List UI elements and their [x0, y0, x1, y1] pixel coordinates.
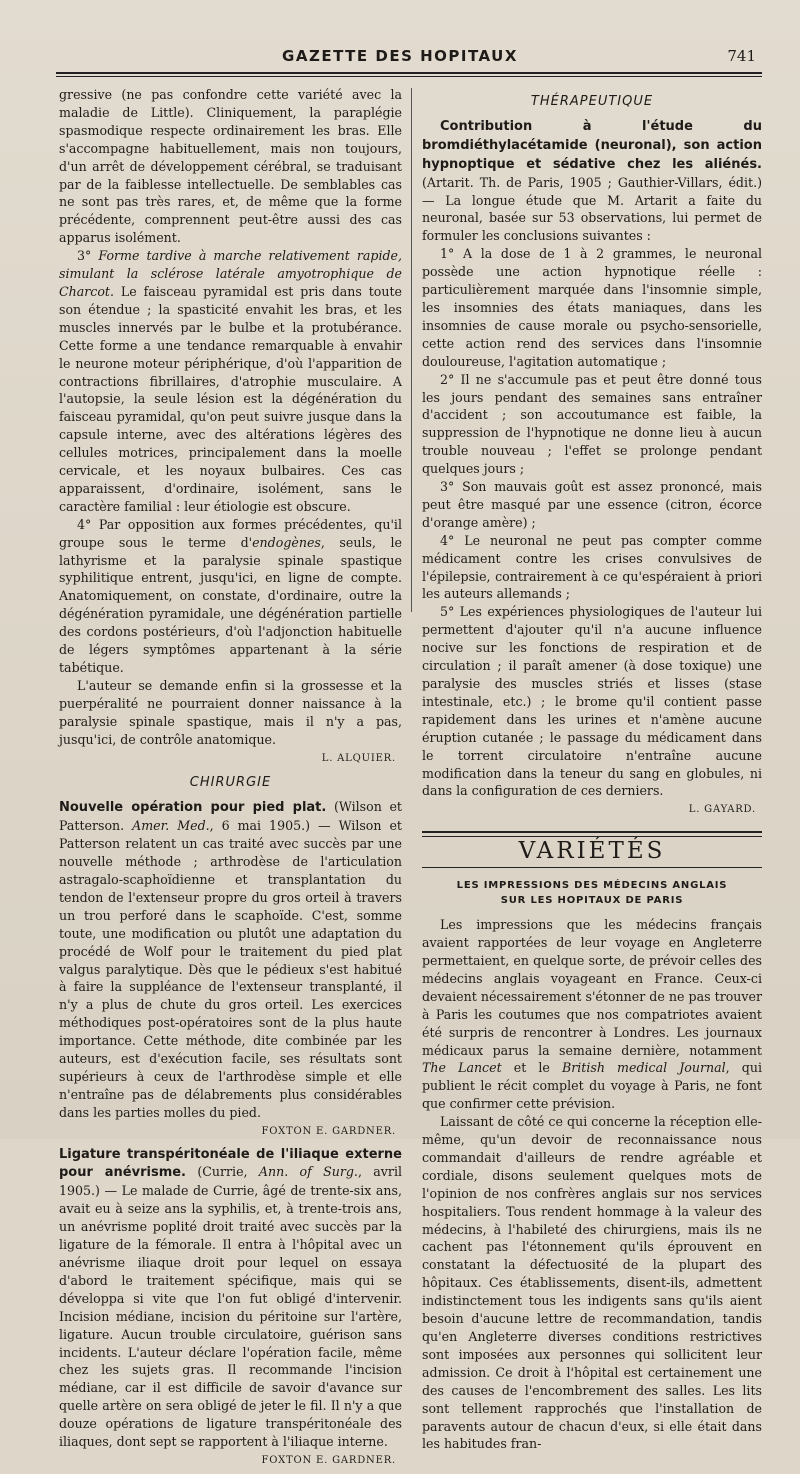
left-column: [59, 86, 402, 1474]
signature: L. GAYARD.: [688, 804, 756, 816]
conclusion-item: 5° Les expériences physiologiques de l'auteur lui permettent d'ajouter qu'il n'a aucune influence nocive sur les fonctions de respiration et de circulation ; il paraît amener (à dose toxique) une paralysie des muscles striés et lisses (stase intestinale, etc.) ; le brome qu'il contient passe rapidement dans les urines et n'amène aucune éruption cutanée ; le passage du médicament dans le torrent circulatoire n'entraîne aucune modification dans la teneur du sang en globules, ni dans la configuration de ces derniers.: [422, 604, 762, 799]
signature: FOXTON E. GARDNER.: [261, 1454, 396, 1466]
conclusion-item: 1° A la dose de 1 à 2 grammes, le neuronal possède une action hypnotique réelle : particulièrement marquée dans l'insomnie simple, les insomnies des états maniaques, dans les insomnies de cause morale ou psycho-sensorielle, cette action rend des services dans l'insomnie douloureuse, l'agitation automatique ;: [422, 246, 762, 369]
paragraph-varietes-2: Laissant de côté ce qui concerne la réception elle-même, qu'un devoir de reconnaissance nous commandait d'ailleurs de rendre agréable et cordiale, disons seulement quelques mots de l'opinion de nos confrères anglais sur nos services hospitaliers. Tous rendent hommage à la valeur des médecins, à l'habileté des chirurgiens, mais ils ne cachent pas l'étonnement qu'ils éprouvent en constatant la défectuosité de la plupart des hôpitaux. Ces établissements, disent-ils, admettent indistinctement tous les indigents sans qu'ils aient besoin d'aucune lettre de recommandation, tandis qu'en Angleterre diverses conditions restrictives sont imposées aux personnes qui sollicitent leur admission. Ce droit à l'hôpital est certainement une des causes de l'encombrement des salles. Les lits sont tellement rapprochés que l'installation de paravents autour de chacun d'eux, si elle était dans les habitudes fran-: [422, 1114, 762, 1452]
column-divider: [411, 88, 412, 612]
header-rule: [56, 72, 762, 74]
article-pied-plat: Nouvelle opération pour pied plat. (Wilson et Patterson. Amer. Med., 6 mai 1905.) — Wilson et Patterson relatent un cas traité avec succès par une nouvelle méthode ; arthrodèse de l'articulation astragalo-scaphoïdienne et transplantation du tendon de l'extenseur propre du gros orteil à travers un trou perforé dans le scaphoïde. C'est, somme toute, une modification ou plutôt une adaptation du procédé de Wolf pour le traitement du pied plat valgus paralytique. Dès que le pédieux s'est habitué à faire la suppléance de l'extenseur transplanté, il n'y a plus de chute du gros orteil. Les exercices méthodiques post-opératoires sont de la plus haute importance. Cette méthode, dite combinée par les auteurs, est d'exécution facile, ses résultats sont supérieurs à ceux de l'arthrodèse simple et elle n'entraîne pas de délabrements plus considérables dans les parties molles du pied.: [59, 799, 402, 1120]
article-neuronal: Contribution à l'étude du bromdiéthylacétamide (neuronal), son action hypnoptique et sédative chez les aliénés. (Artarit. Th. de Paris, 1905 ; Gauthier-Villars, édit.) — La longue étude que M. Artarit a faite du neuronal, basée sur 53 observations, lui permet de formuler les conclusions suivantes :: [422, 118, 762, 244]
paragraph-varietes-1: Les impressions que les médecins français avaient rapportées de leur voyage en Angleterre permettaient, en quelque sorte, de prévoir celles des médecins anglais voyageant en France. Ceux-ci devaient nécessairement s'étonner de ne pas trouver à Paris les coutumes que nos compatriotes avaient été surpris de rencontrer à Londres. Les journaux médicaux parus la semaine dernière, notamment The Lancet et le British medical Journal, qui publient le récit complet du voyage à Paris, ne font que confirmer cette prévision.: [422, 917, 762, 1112]
paragraph-form-3: 3° Forme tardive à marche relativement rapide, simulant la sclérose latérale amyotrophique de Charcot. Le faisceau pyramidal est pris dans toute son étendue ; la spasticité envahit les bras, et les muscles innervés par le bulbe et la protubérance. Cette forme a une tendance remarquable à envahir le neurone moteur périphérique, d'où l'apparition de contractions fibrillaires, d'atrophie musculaire. A l'autopsie, la seule lésion est la dégénération du faisceau pyramidal, qu'on peut suivre jusque dans la capsule interne, avec des altérations légères des cellules motrices, principalement dans la moelle cervicale, et les noyaux bulbaires. Ces cas apparaissent, d'ordinaire, isolément, sans le caractère familial : leur étiologie est obscure.: [59, 248, 402, 514]
section-heading-chirurgie: CHIRURGIE: [189, 775, 272, 791]
paragraph-continued: gressive (ne pas confondre cette variété avec la maladie de Little). Cliniquement, la paraplégie spasmodique respecte ordinairement les bras. Elle s'accompagne habituellement, mais non toujours, d'un arrêt de développement cérébral, se traduisant par de la faiblesse intellectuelle. De semblables cas ne sont pas très rares, et, de même que la forme précédente, comprennent peut-être aussi des cas apparus isolément.: [59, 87, 402, 246]
article-ligature: Ligature transpéritonéale de l'iliaque externe pour anévrisme. (Currie, Ann. of Surg., avril 1905.) — Le malade de Currie, âgé de trente-six ans, avait eu à seize ans la syphilis, et, à trente-trois ans, un anévrisme poplité droit traité avec succès par la ligature de la fémorale. Il entra à l'hôpital avec un anévrisme iliaque droit pour lequel on essaya d'abord le traitement spécifique, mais qui se développa si vite que l'on fut obligé d'intervenir. Incision médiane, incision du péritoine sur l'artère, ligature. Aucun trouble circulatoire, guérison sans incidents. L'auteur déclare l'opération facile, même chez les sujets gras. Il recommande l'incision médiane, car il est difficile de savoir d'avance sur quelle artère on sera obligé de jeter le fil. Il n'y a que douze opérations de ligature transpéritonéale des iliaques, dont sept se rapportent à l'iliaque interne.: [59, 1146, 402, 1450]
page-number: 741: [727, 47, 756, 65]
signature: FOXTON E. GARDNER.: [261, 1125, 396, 1137]
right-column: [422, 86, 762, 1453]
conclusion-item: 2° Il ne s'accumule pas et peut être donné tous les jours pendant des semaines sans entraîner d'accident ; son accoutumance est faible, la suppression de l'hypnotique ne donne lieu à aucun trouble nouveau ; l'effet se prolonge pendant quelques jours ;: [422, 371, 762, 477]
section-heading-therapeutique: THÉRAPEUTIQUE: [530, 94, 654, 109]
paragraph-form-4: 4° Par opposition aux formes précédentes, qu'il groupe sous le terme d'endogènes, seuls, le lathyrisme et la paralysie spinale spastique syphilitique entrent, jusqu'ici, en ligne de compte. Anatomiquement, on constate, d'ordinaire, outre la dégénération pyramidale, une dégénération partielle des cordons postérieurs, d'où l'adjonction habituelle de légers symptômes appartenant à la série tabétique.: [59, 516, 402, 675]
header-rule-thin: [56, 76, 762, 77]
conclusion-item: 3° Son mauvais goût est assez prononcé, mais peut être masqué par une essence (citron, écorce d'orange amère) ;: [422, 479, 762, 530]
running-title: GAZETTE DES HOPITAUX: [282, 47, 518, 65]
paragraph-conclusion: L'auteur se demande enfin si la grossesse et la puerpéralité ne pourraient donner naissance à la paralysie spinale spastique, mais il n'y a pas, jusqu'ici, de contrôle anatomique.: [59, 677, 402, 747]
signature: L. ALQUIER.: [321, 752, 396, 764]
article-subheading: LES IMPRESSIONS DES MÉDECINS ANGLAIS SUR LES HOPITAUX DE PARIS: [456, 880, 728, 907]
section-heading-varietes: VARIÉTÉS: [422, 831, 762, 868]
conclusion-item: 4° Le neuronal ne peut pas compter comme médicament contre les crises convulsives de l'épilepsie, contrairement à ce qu'espéraient à priori les auteurs allemands ;: [422, 532, 762, 602]
